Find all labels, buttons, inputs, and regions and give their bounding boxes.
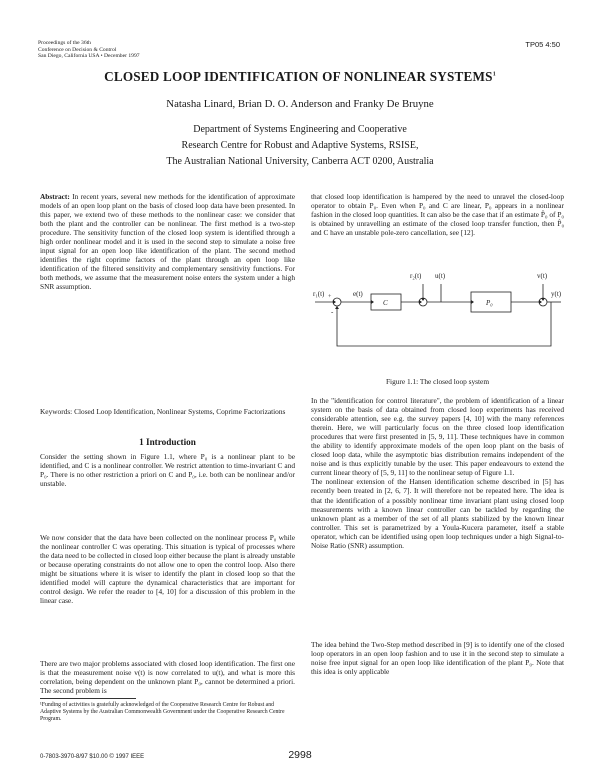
affiliation-line: The Australian National University, Canberra ACT 0200, Australia [166, 156, 434, 167]
feedback-path [337, 302, 551, 346]
arrowhead [419, 300, 422, 304]
page-number: 2998 [288, 749, 312, 761]
label-plus: + [328, 294, 332, 300]
affiliation-line: Department of Systems Engineering and Cooperative [193, 124, 407, 135]
label-y: y(t) [551, 290, 562, 298]
label-r2: r₂(t) [410, 272, 422, 280]
intro-paragraph [40, 659, 295, 695]
keywords-label: Keywords: [40, 407, 73, 416]
label-controller: C [383, 299, 388, 307]
affiliation [0, 122, 600, 170]
copyright: 0-7803-3970-8/97 $10.00 © 1997 IEEE [40, 754, 145, 760]
arrowhead [541, 298, 545, 301]
label-plant: P₀ [486, 299, 493, 307]
label-u: u(t) [435, 272, 446, 280]
body-paragraph [311, 192, 564, 237]
intro-paragraph [40, 452, 295, 488]
arrowhead [371, 300, 374, 304]
abstract-label: Abstract: [40, 192, 70, 201]
proceedings-header [38, 40, 188, 60]
arrowhead [539, 300, 542, 304]
body-paragraph [311, 396, 564, 550]
arrowhead [335, 306, 339, 309]
footnote-rule [40, 698, 136, 699]
closed-loop-diagram [311, 246, 564, 366]
affiliation-line: Research Centre for Robust and Adaptive Systems, RSISE, [181, 140, 419, 151]
keywords-text: Closed Loop Identification, Nonlinear Systems, Coprime Factorizations [74, 407, 286, 416]
authors: Natasha Linard, Brian D. O. Anderson and Franky De Bruyne [166, 98, 434, 110]
intro-paragraph [40, 533, 295, 605]
label-v: v(t) [537, 272, 548, 280]
proceedings-line: San Diego, California USA • December 1997 [38, 53, 140, 60]
intro-paragraph-text: We now consider that the data have been collected on the nonlinear process P₀ while the nonlinear controller C was operating. This situation is typical of processes where the data need to be collected in closed loop either because the plant is already unstable or because operating constraints do not allow one to open the control loop. Also there might be situations where it is wiser to identify the plant in closed loop so that the identified model will capture the dynamical characteristics that are important for control design. We refer the reader to [4, 10] for a discussion of this problem in the linear case. [40, 533, 295, 606]
section-heading: 1 Introduction [139, 437, 196, 447]
arrowhead [471, 300, 474, 304]
arrowhead [333, 300, 336, 304]
abstract-text: In recent years, several new methods for the identification of approximate models of an open loop plant on the basis of closed loop data have been presented. In this paper, we extend two of these methods to the nonlinear case: we consider that both the plant and the controller can be nonlinear. The first method is a two-step procedure. The sensitivity function of the closed loop system is identified through a high order nonlinear model and it is used in the second step to simulate a noise free input signal for an open loop like identification of the plant. The second method identifies the right coprime factors of the plant through an open loop like identification of the filtered sensitivity and complementary sensitivity functions. For both methods, we assume that the measurement noise enters the system under a high SNR assumption. [40, 192, 295, 292]
body-paragraph [311, 640, 564, 676]
figure-caption: Figure 1.1: The closed loop system [385, 377, 490, 386]
body-paragraph-text: The idea behind the Two-Step method described in [9] is to identify one of the closed loop operators in an open loop fashion and to use it in the second step to simulate a noise free input signal for an open loop like identification of the plant P₀. Note that this idea is only applicable [311, 640, 564, 677]
proceedings-line: Proceedings of the 36th [38, 40, 91, 46]
paper-title-text: CLOSED LOOP IDENTIFICATION OF NONLINEAR SYSTEMS [104, 69, 493, 84]
body-paragraph-text: The nonlinear extension of the Hansen identification scheme described in [5] has recently been treated in [2, 6, 7]. It will therefore not be repeated here. The idea is that the identification of a possibly nonlinear time invariant plant using closed loop measurements with a known linear controller can be tackled by regarding the unknown plant as a member of the set of all plants stabilized by the known linear controller. This set is parametrized by a Youla-Kucera parameter, itself a stable operator, which can be identified using open loop techniques under a high Signal-to-Noise Ratio (SNR) assumption. [311, 477, 564, 550]
label-minus: - [331, 308, 334, 316]
body-paragraph-text: In the "identification for control literature", the problem of identification of a linear system on the basis of data obtained from closed loop experiments has received considerable attention, see e.g. the survey papers [4, 10] with the many references therein. Here, we will particularly focus on the three closed loop identification procedures that were first presented in [5, 9, 11]. These techniques have in common the ability to identify approximate models of the open loop plant on the basis of closed loop data, while the asymptotic bias distribution remains independent of the noise and is thus explicitly tunable by the user. This paper endeavours to extend the current linear theory of [5, 9, 11] to the nonlinear setup of Figure 1.1. [311, 396, 564, 478]
footnote: ¹Funding of activities is gratefully acknowledged of the Cooperative Research Centre for Robust and Adaptive Systems by the Australian Commonwealth Government under the Cooperative Research Centre Program. [40, 702, 285, 723]
session-code: TP05 4:50 [525, 40, 560, 49]
paper-title [0, 69, 600, 85]
keywords [40, 407, 295, 416]
proceedings-line: Conference on Decision & Control [38, 46, 117, 53]
intro-paragraph-text: There are two major problems associated with closed loop identification. The first one is that the measurement noise v(t) is now correlated to u(t), and what is more this correlation, being dependent on the unknown plant P₀, cannot be determined a priori. The second problem is [40, 659, 295, 696]
intro-paragraph-text: Consider the setting shown in Figure 1.1, where P₀ is a nonlinear plant to be identified, and C is a nonlinear controller. We restrict attention to time-invariant C and P₀. There is no other restriction a priori on C and P₀, i.e. both can be nonlinear and/or unstable. [40, 452, 295, 489]
abstract [40, 192, 295, 292]
body-paragraph-text: that closed loop identification is hampered by the need to unravel the closed-loop operator to obtain P₀. Even when P₀ and C are linear, P₀ appears in a nonlinear fashion in the closed loop quantities. It can also be the case that if an estimate P̂₀ of P₀ is obtained by unravelling an estimate of the closed loop transfer function, then P̂₀ and C have an unstable pole-zero cancellation, see [12]. [311, 192, 564, 238]
label-e: e(t) [353, 290, 363, 298]
title-footnote-mark: 1 [492, 71, 496, 78]
label-r1: r₁(t) [313, 290, 325, 298]
arrowhead [421, 298, 425, 301]
